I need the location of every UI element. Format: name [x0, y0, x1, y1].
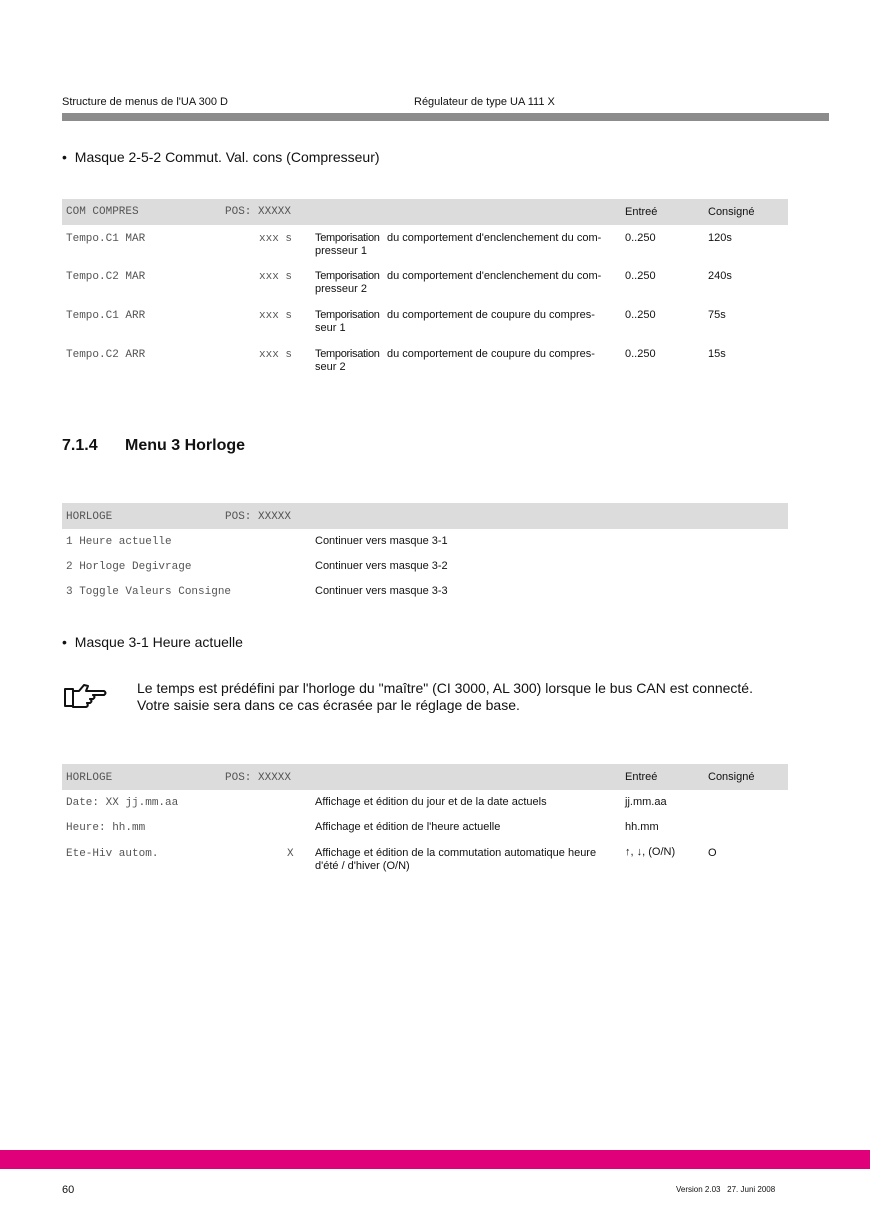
- row-desc: Continuer vers masque 3-1: [315, 535, 448, 547]
- table-head-pos: POS: XXXXX: [225, 511, 292, 523]
- row-desc-cont: seur 2: [315, 361, 346, 373]
- row-code: Heure: hh.mm: [66, 822, 146, 834]
- row-consigne: O: [708, 847, 717, 859]
- row-desc: Continuer vers masque 3-2: [315, 560, 448, 572]
- table-head-code: COM COMPRES: [66, 206, 139, 218]
- bullet: •: [62, 634, 67, 650]
- row-code: 2 Horloge Degivrage: [66, 561, 192, 573]
- row-value: xxx s: [259, 271, 293, 283]
- row-value: xxx s: [259, 349, 293, 361]
- row-entree: hh.mm: [625, 821, 659, 833]
- table-head-code: HORLOGE: [66, 511, 113, 523]
- note-line-1: Le temps est prédéfini par l'horloge du "maître" (CI 3000, AL 300) lorsque le bus CAN est connecté.: [137, 680, 753, 696]
- bullet: •: [62, 149, 67, 165]
- row-desc: Affichage et édition de l'heure actuelle: [315, 821, 501, 833]
- row-desc-label: Temporisation: [315, 348, 380, 360]
- header-bar: [62, 113, 829, 121]
- section-heading-mask-252: [62, 149, 380, 165]
- table-head-code: HORLOGE: [66, 772, 113, 784]
- table-head-entree: Entreé: [625, 206, 658, 218]
- row-entree: jj.mm.aa: [625, 796, 667, 808]
- header-center: Régulateur de type UA 111 X: [414, 96, 555, 108]
- row-value: xxx s: [259, 233, 293, 245]
- row-desc: du comportement d'enclenchement du com-: [387, 232, 602, 244]
- table-head-consigne: Consigné: [708, 206, 755, 218]
- page-number: 60: [62, 1184, 75, 1196]
- table-head-pos: POS: XXXXX: [225, 206, 292, 218]
- row-desc-cont: d'été / d'hiver (O/N): [315, 860, 410, 872]
- row-consigne: 120s: [708, 232, 732, 244]
- row-value: xxx s: [259, 310, 293, 322]
- footer-accent-bar: [0, 1150, 870, 1169]
- table-head-consigne: Consigné: [708, 771, 755, 783]
- version-info: Version 2.03 27. Juni 2008: [676, 1185, 776, 1194]
- row-desc-label: Temporisation: [315, 309, 380, 321]
- header-left: Structure de menus de l'UA 300 D: [62, 96, 228, 108]
- row-desc-label: Temporisation: [315, 270, 380, 282]
- table-header-horloge-31: [62, 764, 788, 790]
- table-head-entree: Entreé: [625, 771, 658, 783]
- row-code: Ete-Hiv autom.: [66, 848, 159, 860]
- table-header-horloge-menu: [62, 503, 788, 529]
- row-code: Tempo.C2 MAR: [66, 271, 146, 283]
- row-consigne: 240s: [708, 270, 732, 282]
- row-desc: du comportement d'enclenchement du com-: [387, 270, 602, 282]
- row-code: 3 Toggle Valeurs Consigne: [66, 586, 232, 598]
- row-entree: 0..250: [625, 348, 656, 360]
- row-consigne: 15s: [708, 348, 726, 360]
- row-desc-cont: seur 1: [315, 322, 346, 334]
- note-line-2: Votre saisie sera dans ce cas écrasée par le réglage de base.: [137, 697, 520, 713]
- row-desc: du comportement de coupure du compres-: [387, 309, 595, 321]
- row-desc-cont: presseur 2: [315, 283, 367, 295]
- row-value: X: [287, 848, 294, 860]
- row-desc: Affichage et édition du jour et de la date actuels: [315, 796, 547, 808]
- row-code: Tempo.C2 ARR: [66, 349, 146, 361]
- row-entree: 0..250: [625, 309, 656, 321]
- section-heading-mask-31: [62, 634, 243, 650]
- row-entree: 0..250: [625, 232, 656, 244]
- row-code: 1 Heure actuelle: [66, 536, 172, 548]
- row-desc: Continuer vers masque 3-3: [315, 585, 448, 597]
- table-header-com-compres: [62, 199, 788, 225]
- row-desc: Affichage et édition de la commutation automatique heure: [315, 847, 597, 859]
- row-desc: du comportement de coupure du compres-: [387, 348, 595, 360]
- mask-31-title: Masque 3-1 Heure actuelle: [74, 634, 243, 650]
- section-title: Menu 3 Horloge: [125, 437, 246, 454]
- row-desc-cont: presseur 1: [315, 245, 367, 257]
- row-entree: ↑, ↓, (O/N): [625, 846, 676, 858]
- table-head-pos: POS: XXXXX: [225, 772, 292, 784]
- row-consigne: 75s: [708, 309, 726, 321]
- row-entree: 0..250: [625, 270, 656, 282]
- row-code: Tempo.C1 MAR: [66, 233, 146, 245]
- row-code: Date: XX jj.mm.aa: [66, 797, 179, 809]
- mask-252-title: Masque 2-5-2 Commut. Val. cons (Compresseur): [74, 149, 380, 165]
- pointing-hand-icon: [62, 681, 110, 711]
- row-code: Tempo.C1 ARR: [66, 310, 146, 322]
- row-desc-label: Temporisation: [315, 232, 380, 244]
- section-number: 7.1.4: [62, 437, 98, 454]
